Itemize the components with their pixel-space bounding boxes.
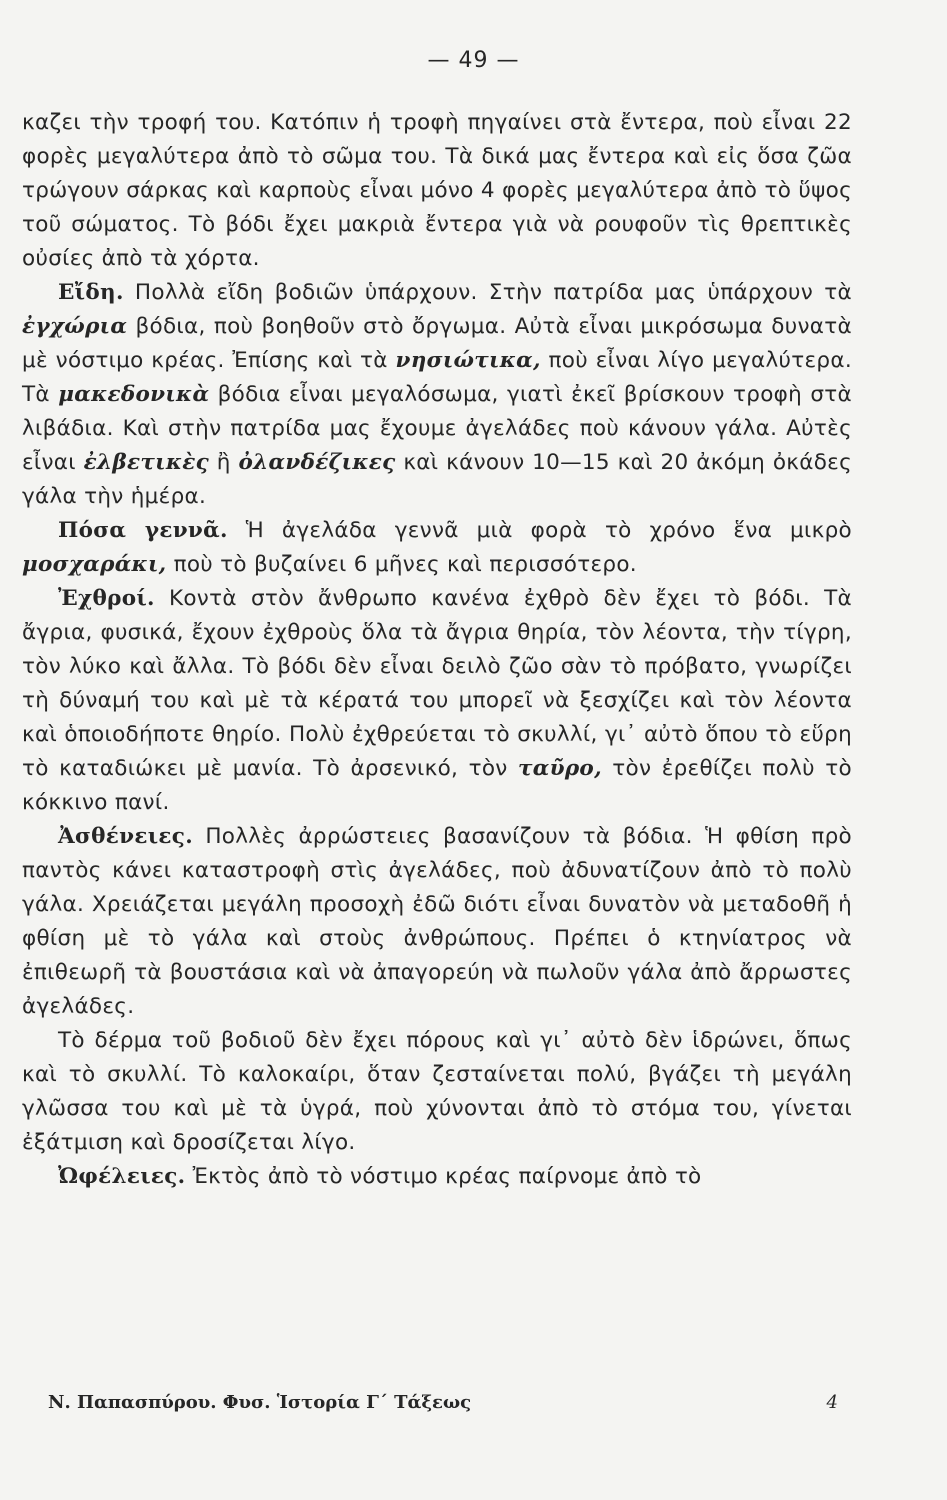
text-run: Ἐκτὸς ἀπὸ τὸ νόστιμο κρέας παίρνομε ἀπὸ τὸ bbox=[185, 1164, 702, 1189]
term-macedonian: μακεδονικὰ bbox=[58, 382, 210, 407]
text-run: Πολλὰ εἴδη βοδιῶν ὑπάρχουν. Στὴν πατρίδα μας ὑπάρχουν τὰ bbox=[123, 280, 852, 305]
text-run: Πολλὲς ἀρρώστειες βασανίζουν τὰ βόδια. Ἡ φθίση πρὸ παντὸς κάνει καταστροφὴ στὶς ἀγελάδες, ποὺ ἀδυνατίζουν ἀπὸ τὸ πολὺ γάλα. Χρειάζεται μεγάλη προσοχὴ ἐδῶ διότι εἶναι δυνατὸν νὰ μεταδοθῆ ἡ φθίση μὲ τὸ γάλα καὶ στοὺς ἀνθρώπους. Πρέπει ὁ κτηνίατρος νὰ ἐπιθεωρῆ τὰ βουστάσια καὶ νὰ ἀπαγορεύη νὰ πωλοῦν γάλα ἀπὸ ἄρρωστες ἀγελάδες. bbox=[22, 824, 852, 1019]
text-run: ποὺ εἶναι λίγο μεγαλύτερα. Τὰ bbox=[22, 348, 852, 407]
section-heading-enemies: Ἐχθροί. bbox=[58, 586, 155, 611]
text-run: καὶ κάνουν 10—15 καὶ 20 ἀκόμη ὀκάδες γάλα τὴν ἡμέρα. bbox=[22, 450, 853, 509]
section-heading-diseases: Ἀσθένειες. bbox=[58, 824, 193, 849]
signature-mark: 4 bbox=[826, 1392, 838, 1413]
page-number: — 49 — bbox=[427, 48, 520, 73]
section-heading-breeds: Εἴδη. bbox=[58, 280, 124, 305]
text-run: βόδια, ποὺ βοηθοῦν στὸ ὄργωμα. Αὐτὰ εἶναι μικρόσωμα δυνατὰ μὲ νόστιμο κρέας. Ἐπίσης καὶ τὰ bbox=[22, 314, 852, 373]
paragraph-enemies bbox=[22, 582, 852, 820]
paragraph-skin: Τὸ δέρμα τοῦ βοδιοῦ δὲν ἔχει πόρους καὶ γι᾽ αὐτὸ δὲν ἱδρώνει, ὅπως καὶ τὸ σκυλλί. Τὸ καλοκαίρι, ὅταν ζεσταίνεται πολύ, βγάζει τὴ μεγάλη γλῶσσα του καὶ μὲ τὰ ὑγρά, ποὺ χύνονται ἀπὸ τὸ στόμα του, γίνεται ἐξάτμιση καὶ δροσίζεται λίγο. bbox=[22, 1028, 852, 1155]
paragraph-breeds bbox=[22, 276, 852, 514]
text-run: Κοντὰ στὸν ἄνθρωπο κανένα ἐχθρὸ δὲν ἔχει τὸ βόδι. Τὰ ἄγρια, φυσικά, ἔχουν ἐχθροὺς ὅλα τὰ ἄγρια θηρία, τὸν λέοντα, τὴν τίγρη, τὸν λύκο καὶ ἄλλα. Τὸ βόδι δὲν εἶναι δειλὸ ζῶο σὰν τὸ πρόβατο, γνωρίζει τὴ δύναμή του καὶ μὲ τὰ κέρατά του μπορεῖ νὰ ξεσχίζει καὶ τὸν λέοντα καὶ ὁποιοδήποτε θηρίο. Πολὺ ἐχθρεύεται τὸ σκυλλί, γι᾽ αὐτὸ ὅπου τὸ εὕρη τὸ καταδιώκει μὲ μανία. Τὸ ἀρσενικό, τὸν bbox=[22, 586, 852, 781]
term-calf: μοσχαράκι, bbox=[22, 552, 167, 577]
section-heading-births: Πόσα γεννᾶ. bbox=[58, 518, 228, 543]
term-swiss: ἐλβετικὲς bbox=[83, 450, 209, 475]
text-run: ποὺ τὸ βυζαίνει 6 μῆνες καὶ περισσότερο. bbox=[166, 552, 637, 577]
footer-book-title: Ν. Παπασπύρου. Φυσ. Ἱστορία Γ´ Τάξεως bbox=[48, 1392, 472, 1413]
paragraph-diseases bbox=[22, 820, 852, 1024]
section-heading-benefits: Ὠφέλειες. bbox=[58, 1164, 186, 1189]
paragraph-digestion: καζει τὴν τροφή του. Κατόπιν ἡ τροφὴ πηγαίνει στὰ ἔντερα, ποὺ εἶναι 22 φορὲς μεγαλύτερα ἀπὸ τὸ σῶμα του. Τὰ δικά μας ἔντερα καὶ εἰς ὅσα ζῶα τρώγουν σάρκας καὶ καρποὺς εἶναι μόνο 4 φορὲς μεγαλύτερα ἀπὸ τὸ ὕψος τοῦ σώματος. Τὸ βόδι ἔχει μακριὰ ἔντερα γιὰ νὰ ρουφοῦν τὶς θρεπτικὲς οὐσίες ἀπὸ τὰ χόρτα. bbox=[22, 110, 852, 271]
term-dutch: ὀλανδέζικες bbox=[238, 450, 396, 475]
page-body bbox=[22, 106, 852, 1194]
term-bull: ταῦρο, bbox=[518, 756, 602, 781]
term-island: νησιώτικα, bbox=[395, 348, 541, 373]
paragraph-benefits bbox=[22, 1160, 852, 1194]
paragraph-births bbox=[22, 514, 852, 582]
text-run: Ἡ ἀγελάδα γεννᾶ μιὰ φορὰ τὸ χρόνο ἕνα μικρὸ bbox=[227, 518, 852, 543]
text-run: ἢ bbox=[209, 450, 239, 475]
page-footer bbox=[48, 1382, 838, 1413]
term-native: ἐγχώρια bbox=[22, 314, 128, 339]
text-run: τὸν ἐρεθίζει πολὺ τὸ κόκκινο πανί. bbox=[22, 756, 852, 815]
text-run: βόδια εἶναι μεγαλόσωμα, γιατὶ ἐκεῖ βρίσκουν τροφὴ στὰ λιβάδια. Καὶ στὴν πατρίδα μας ἔχουμε ἀγελάδες ποὺ κάνουν γάλα. Αὐτὲς εἶναι bbox=[22, 382, 852, 475]
